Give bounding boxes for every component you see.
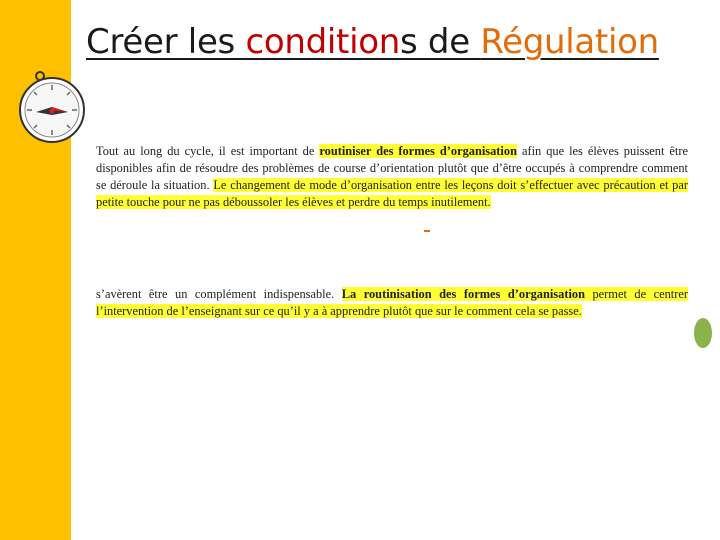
excerpt1-sentence-1: Tout au long du cycle, il est important de	[96, 144, 320, 158]
title-part-conditions: condition	[245, 22, 400, 62]
excerpt1-sentence-2: afin que les élèves puissent être disponibles afin de résoudre des problèmes de course d’orientation plutôt que d’être occupés à comprendre comment se déroule la situation.	[96, 144, 688, 192]
compass-icon	[14, 68, 98, 144]
text-excerpt-1	[96, 143, 688, 211]
excerpt2-sentence-1: s’avèrent être un complément indispensable.	[96, 287, 342, 301]
text-excerpt-2	[96, 286, 688, 320]
title-part-1: Créer les	[86, 22, 246, 62]
excerpt2-bold-phrase: La routinisation des formes d’organisation	[341, 287, 585, 301]
excerpt1-highlight-2: Le changement de mode d’organisation entre les leçons doit s’effectuer avec précaution et par petite touche pour ne pas déboussoler les élèves et perdre du temps inutilement.	[96, 178, 688, 209]
excerpt1-highlight-1	[319, 144, 517, 158]
excerpt2-highlight-2: permet de centrer l’intervention de l’enseignant sur ce qu’il y a à apprendre plutôt que sur le comment cela se passe.	[96, 287, 688, 318]
edge-decoration	[694, 318, 712, 348]
slide-title	[86, 22, 659, 62]
excerpt2-highlight-1	[342, 287, 585, 301]
excerpt1-bold-phrase: routiniser des formes d’organisation	[319, 144, 517, 158]
small-tick-mark	[424, 230, 430, 232]
title-part-3: s de	[400, 22, 481, 62]
title-part-regulation: Régulation	[480, 22, 659, 62]
